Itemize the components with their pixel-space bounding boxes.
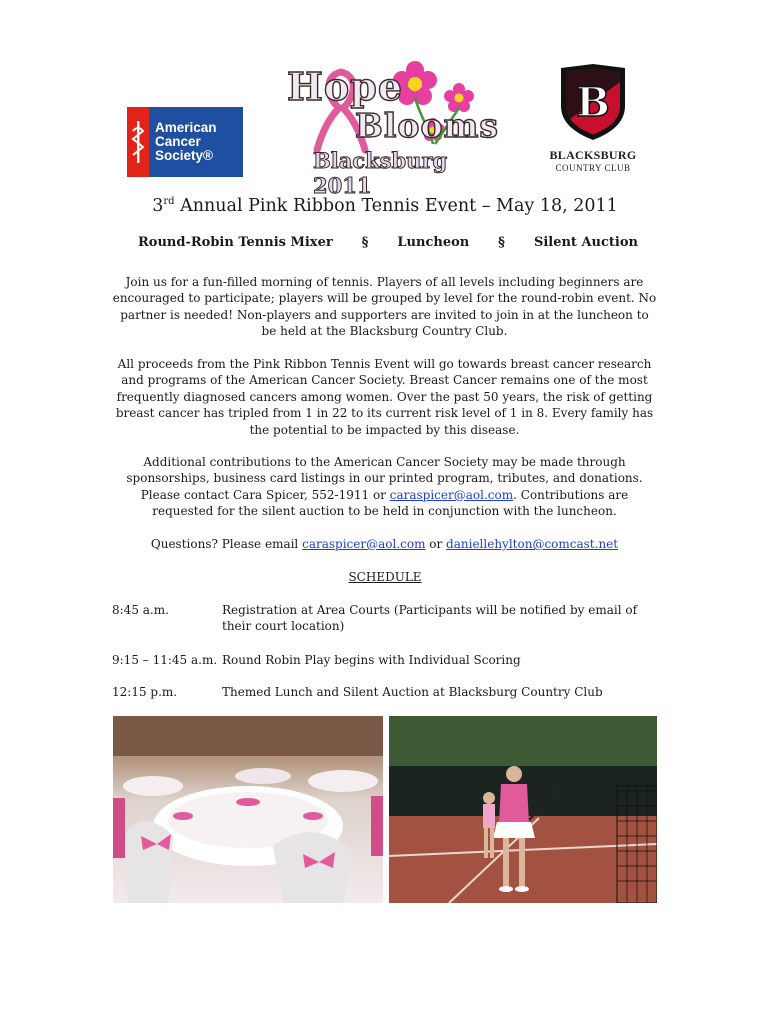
hope-logo-text: Hope xyxy=(287,64,403,109)
event-title: 3rd Annual Pink Ribbon Tennis Event – May 18, 2011 xyxy=(152,196,618,216)
feature-luncheon: Luncheon xyxy=(397,235,470,250)
email-link-caraspicer[interactable]: caraspicer@aol.com xyxy=(389,487,514,502)
schedule-heading: SCHEDULE xyxy=(348,570,422,584)
acs-logo-text: American Cancer Society® xyxy=(155,120,217,163)
schedule-description: Round Robin Play begins with Individual Scoring xyxy=(222,653,521,667)
questions-line: Questions? Please email caraspicer@aol.com or daniellehylton@comcast.net xyxy=(150,537,619,551)
schedule-time: 8:45 a.m. xyxy=(112,603,169,617)
hope-blooms-logo xyxy=(283,58,499,198)
luncheon-photo xyxy=(113,716,383,903)
section-symbol: § xyxy=(498,235,505,250)
schedule-row xyxy=(112,602,657,635)
bcc-logo-name: BLACKSBURG xyxy=(549,148,637,162)
schedule-time: 9:15 – 11:45 a.m. xyxy=(112,653,218,667)
email-link-daniellehylton[interactable]: daniellehylton@comcast.net xyxy=(446,537,619,551)
schedule-row xyxy=(112,684,657,700)
sword-emblem-icon xyxy=(127,107,149,177)
blooms-logo-text: Blooms xyxy=(355,106,499,145)
schedule-time: 12:15 p.m. xyxy=(112,685,178,699)
event-features xyxy=(138,235,638,250)
email-link-caraspicer-questions[interactable]: caraspicer@aol.com xyxy=(302,537,426,551)
blacksburg-country-club-logo xyxy=(548,62,638,177)
tennis-court-photo xyxy=(389,716,657,903)
proceeds-paragraph: All proceeds from the Pink Ribbon Tennis Event will go towards breast cancer research and programs of the American Cancer Society. Breast Cancer remains one of the most frequently diagnosed cancers among women. Over the past 50 years, the risk of getting breast cancer has tripled from 1 in 22 to its current risk level of 1 in 8. Every family has the potential to be impacted by this disease. xyxy=(115,357,654,437)
bcc-logo-sub: COUNTRY CLUB xyxy=(555,163,631,173)
feature-round-robin: Round-Robin Tennis Mixer xyxy=(138,235,333,250)
schedule-description: Registration at Area Courts (Participants will be notified by email of their court location) xyxy=(222,603,638,634)
svg-text:B: B xyxy=(576,79,610,126)
american-cancer-society-logo xyxy=(127,107,243,177)
blacksburg-2011-logo-text: Blacksburg 2011 xyxy=(313,148,448,198)
schedule-description: Themed Lunch and Silent Auction at Blacksburg Country Club xyxy=(222,685,603,699)
shield-icon xyxy=(557,62,629,142)
contributions-paragraph: Additional contributions to the American Cancer Society may be made through sponsorships, business card listings in our printed program, tributes, and donations. Please contact Cara Spicer, 552-1911 or caraspicer@aol.com. Contributions are requested for the silent auction to be held in conjunction with the luncheon. xyxy=(126,455,643,519)
feature-silent-auction: Silent Auction xyxy=(533,235,638,250)
intro-paragraph: Join us for a fun-filled morning of tennis. Players of all levels including beginners are encouraged to participate; players will be grouped by level for the round-robin event. No partner is needed! Non-players and supporters are invited to join in at the luncheon to be held at the Blacksburg Country Club. xyxy=(112,275,657,339)
section-symbol: § xyxy=(361,235,369,250)
schedule-row xyxy=(112,652,657,668)
